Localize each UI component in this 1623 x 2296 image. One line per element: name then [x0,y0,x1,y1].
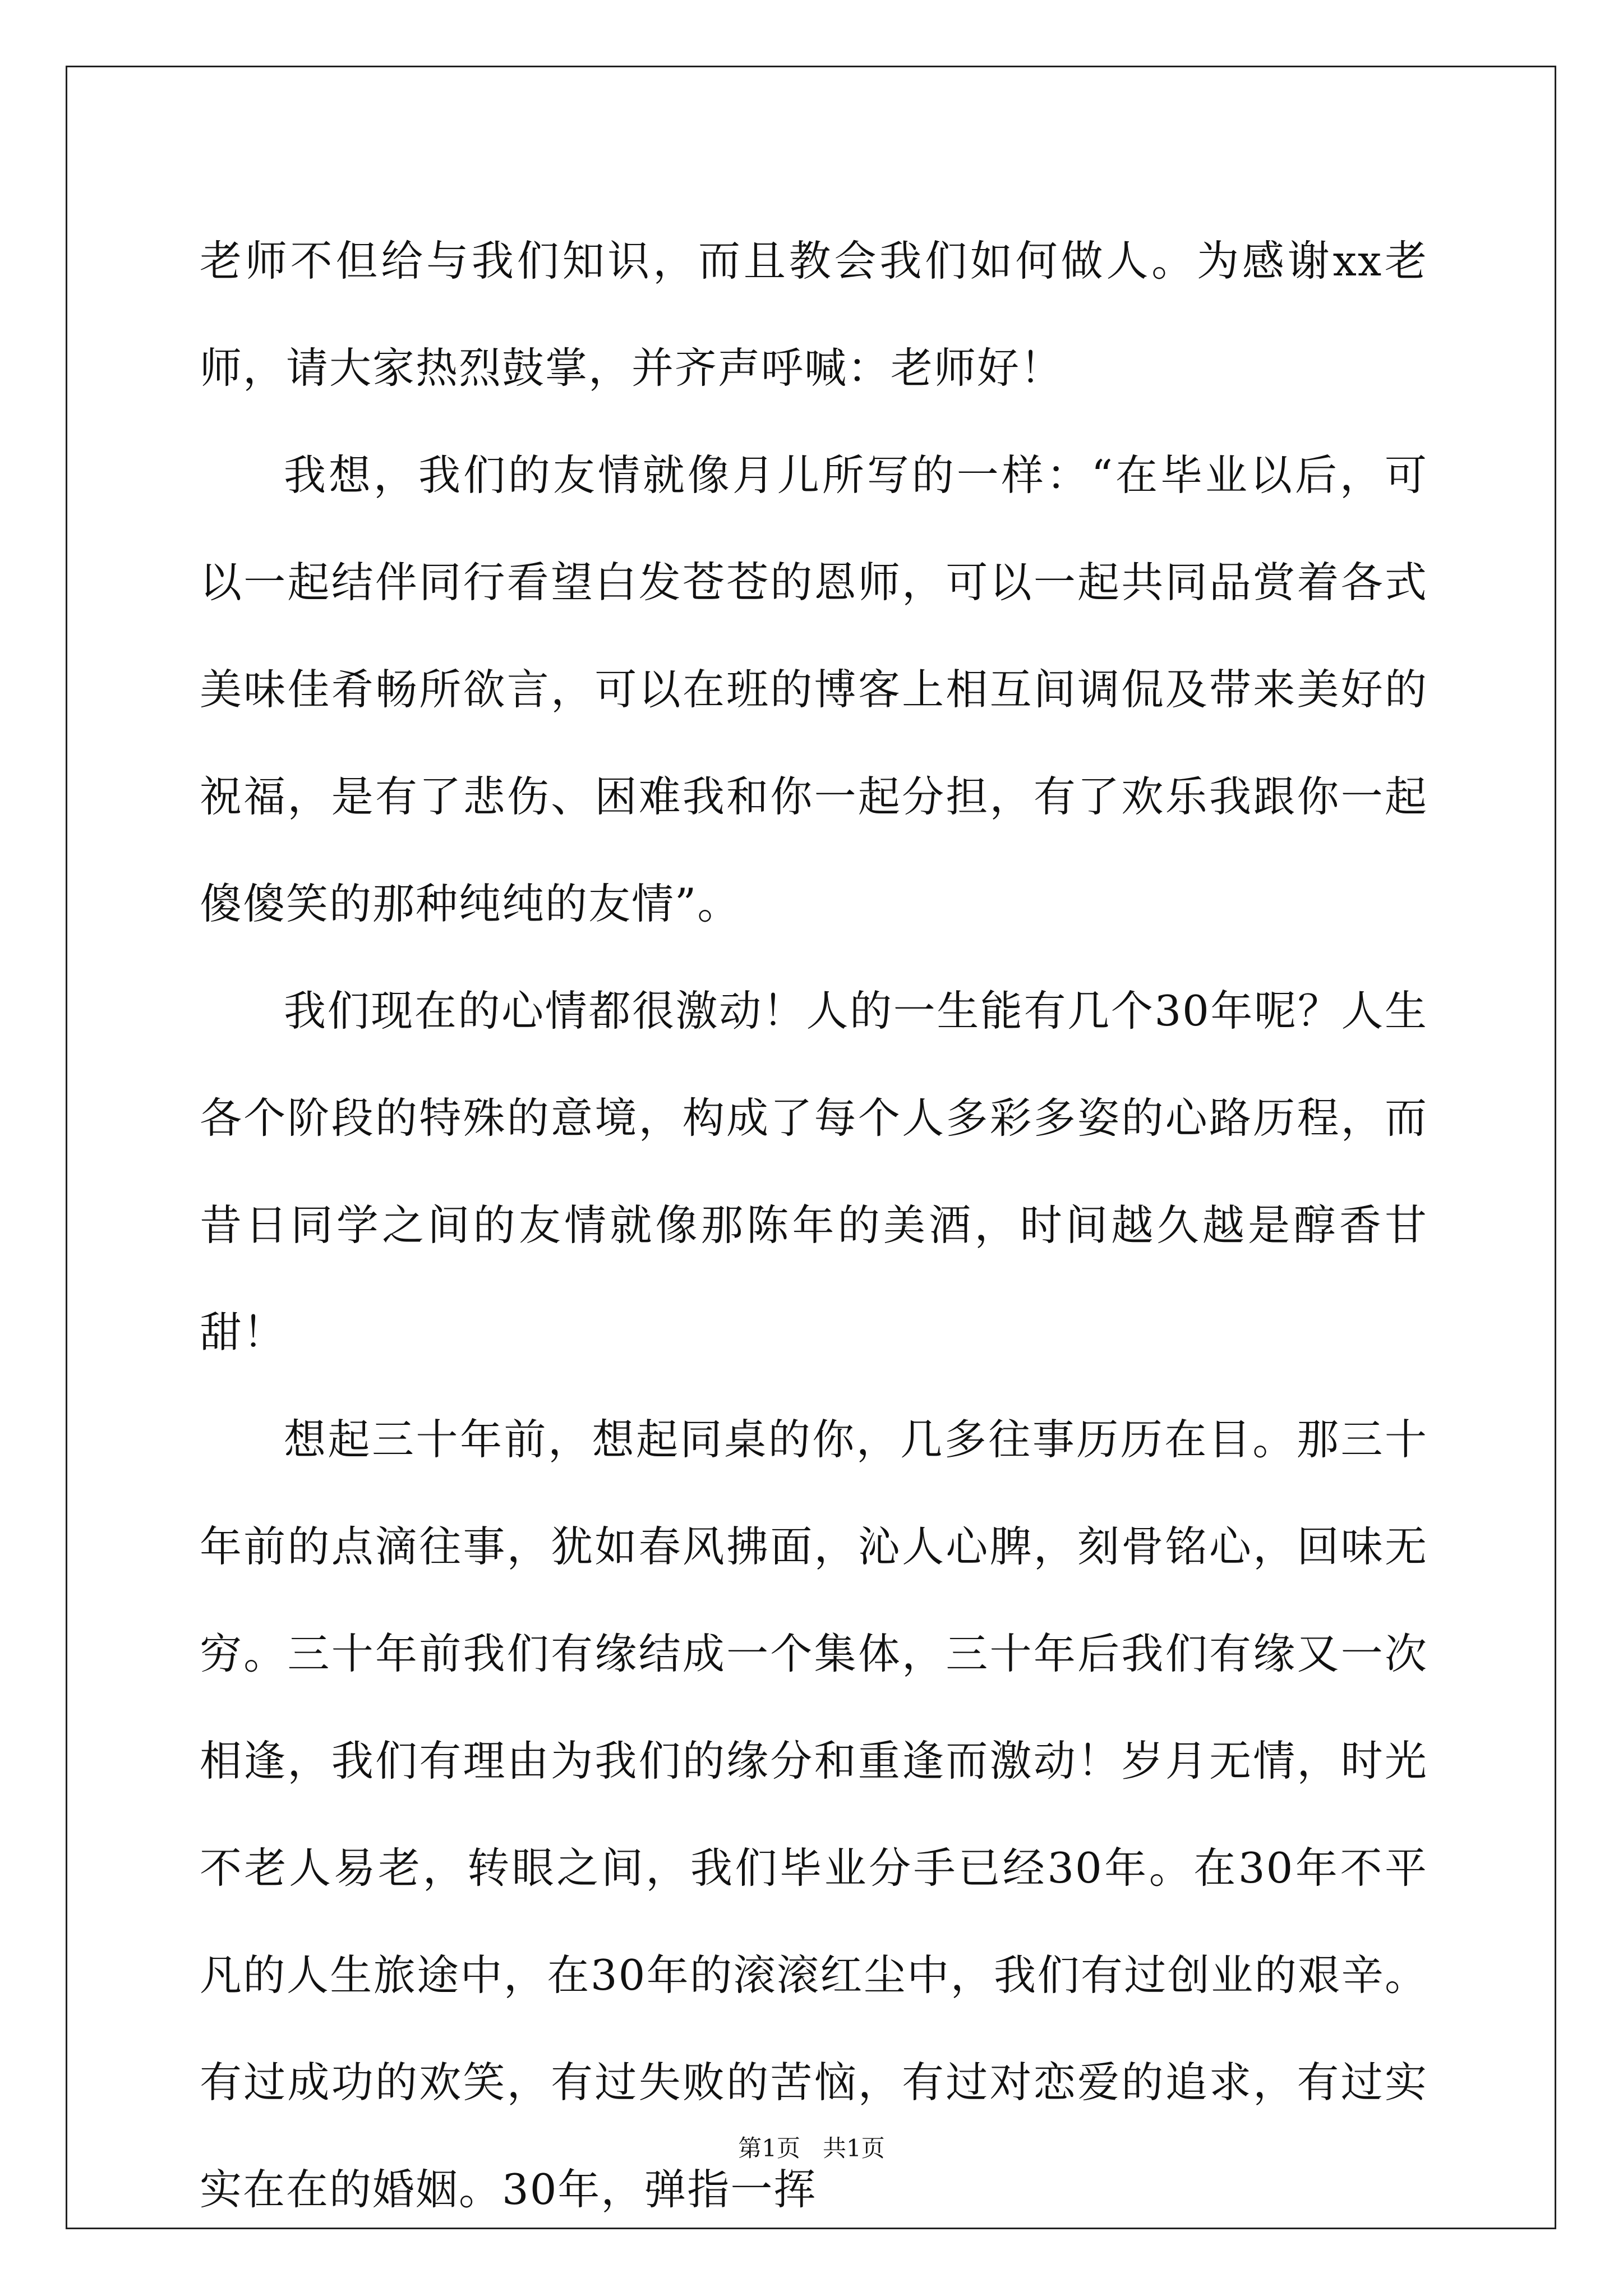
document-body [200,208,1428,2243]
page-number: 第1页 [738,2134,800,2162]
paragraph-2: 我想，我们的友情就像月儿所写的一样：“在毕业以后，可以一起结伴同行看望白发苍苍的恩师，可以一起共同品赏着各式美味佳肴畅所欲言，可以在班的博客上相互间调侃及带来美好的祝福，是有了悲伤、困难我和你一起分担，有了欢乐我跟你一起傻傻笑的那种纯纯的友情”。 [200,450,1428,928]
page-total: 共1页 [823,2134,885,2162]
paragraph-1: 老师不但给与我们知识，而且教会我们如何做人。为感谢xx老师，请大家热烈鼓掌，并齐声呼喊：老师好！ [200,236,1428,393]
paragraph-4: 想起三十年前，想起同桌的你，几多往事历历在目。那三十年前的点滴往事，犹如春风拂面，沁人心脾，刻骨铭心，回味无穷。三十年前我们有缘结成一个集体，三十年后我们有缘又一次相逢，我们有理由为我们的缘分和重逢而激动！岁月无情，时光不老人易老，转眼之间，我们毕业分手已经30年。在30年不平凡的人生旅途中，在30年的滚滚红尘中，我们有过创业的艰辛。有过成功的欢笑，有过失败的苦恼，有过对恋爱的追求，有过实实在在的婚姻。30年，弹指一挥 [200,1415,1428,2214]
page-footer [0,2132,1623,2165]
paragraph-3: 我们现在的心情都很激动！人的一生能有几个30年呢？人生各个阶段的特殊的意境，构成了每个人多彩多姿的心路历程，而昔日同学之间的友情就像那陈年的美酒，时间越久越是醇香甘甜！ [200,986,1428,1357]
